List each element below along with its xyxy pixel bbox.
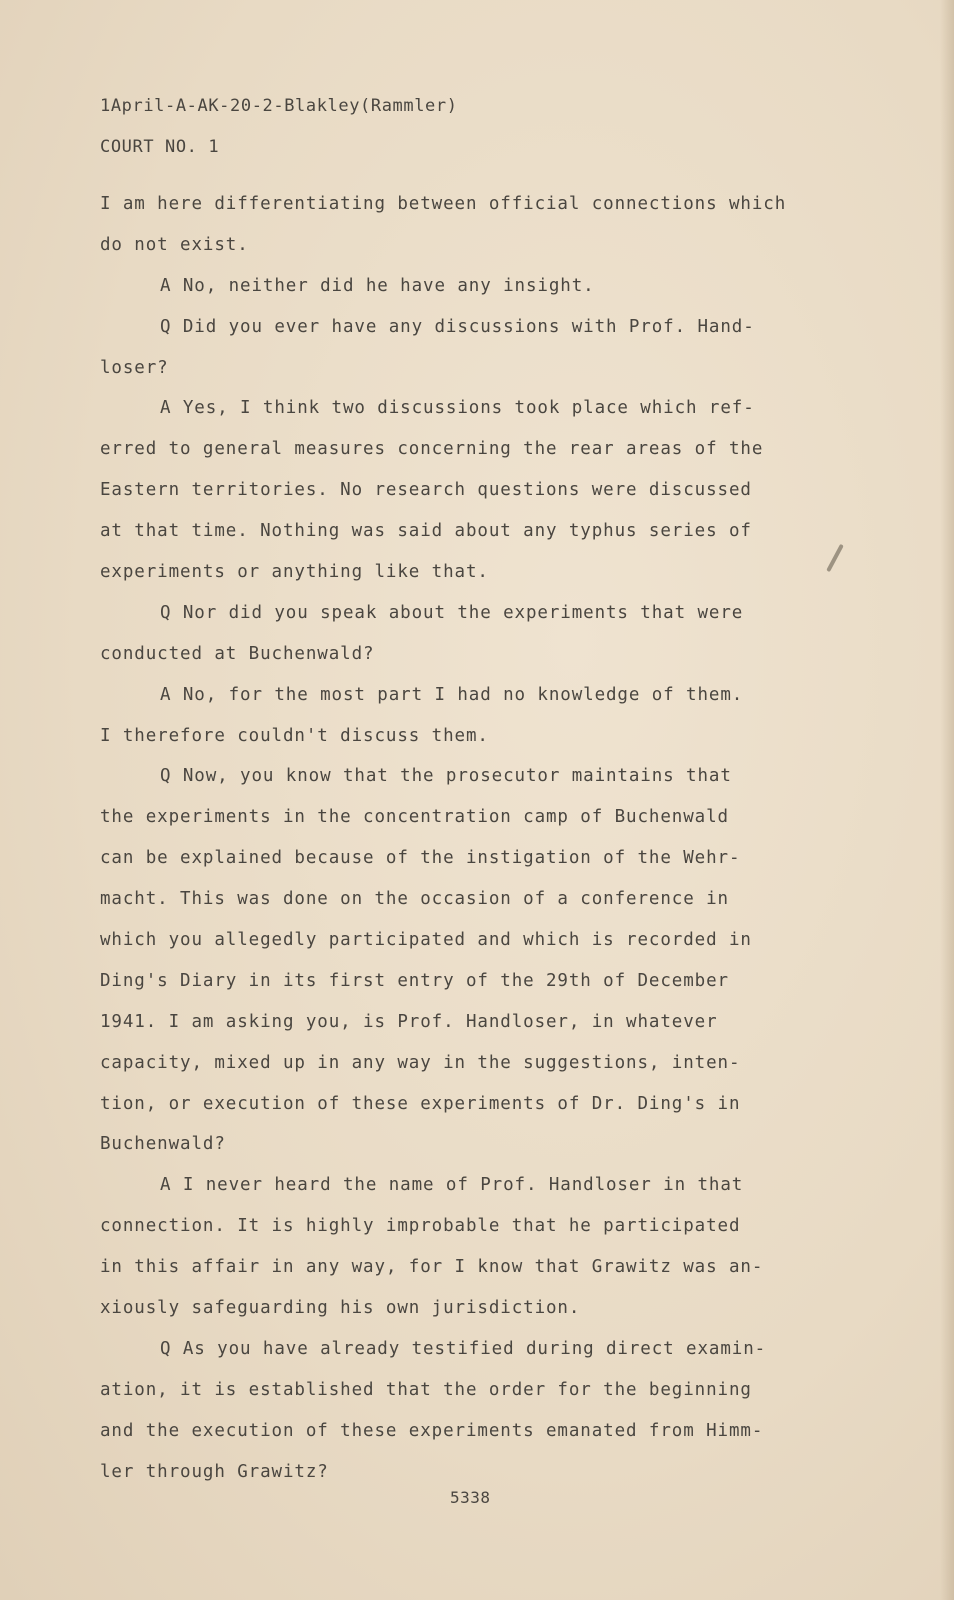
- text-line: Ding's Diary in its first entry of the 29th of December: [100, 970, 729, 991]
- question-line: Q Did you ever have any discussions with Prof. Hand-: [160, 316, 755, 337]
- text-line: tion, or execution of these experiments of Dr. Ding's in: [100, 1093, 741, 1114]
- text-line: I am here differentiating between official connections which: [100, 194, 787, 214]
- page-number: 5338: [450, 1488, 491, 1507]
- court-line: COURT NO. 1: [100, 137, 220, 157]
- text-line: loser?: [100, 357, 169, 378]
- answer-line: A I never heard the name of Prof. Handloser in that: [160, 1175, 744, 1196]
- text-line: 1941. I am asking you, is Prof. Handloser, in whatever: [100, 1011, 718, 1032]
- text-line: ler through Grawitz?: [100, 1461, 329, 1482]
- text-line: Buchenwald?: [100, 1134, 226, 1155]
- text-line: experiments or anything like that.: [100, 562, 489, 583]
- text-line: macht. This was done on the occasion of a conference in: [100, 889, 729, 910]
- text-line: do not exist.: [100, 234, 249, 255]
- text-line: Eastern territories. No research questions were discussed: [100, 480, 752, 501]
- answer-line: A No, neither did he have any insight.: [160, 275, 595, 296]
- text-line: can be explained because of the instigation of the Wehr-: [100, 848, 741, 869]
- text-line: and the execution of these experiments emanated from Himm-: [100, 1420, 764, 1441]
- answer-line: A No, for the most part I had no knowledge of them.: [160, 684, 744, 705]
- transcript-body: [100, 184, 840, 1493]
- text-line: I therefore couldn't discuss them.: [100, 725, 489, 746]
- text-line: ation, it is established that the order for the beginning: [100, 1379, 752, 1400]
- text-line: conducted at Buchenwald?: [100, 643, 375, 664]
- text-line: erred to general measures concerning the rear areas of the: [100, 439, 764, 460]
- question-line: Q Nor did you speak about the experiments that were: [160, 602, 744, 623]
- answer-line: A Yes, I think two discussions took place which ref-: [160, 398, 755, 419]
- text-line: in this affair in any way, for I know that Grawitz was an-: [100, 1257, 764, 1278]
- text-line: capacity, mixed up in any way in the suggestions, inten-: [100, 1052, 741, 1073]
- text-line: at that time. Nothing was said about any typhus series of: [100, 521, 752, 542]
- text-line: the experiments in the concentration camp of Buchenwald: [100, 807, 729, 828]
- question-line: Q Now, you know that the prosecutor maintains that: [160, 766, 732, 787]
- text-line: xiously safeguarding his own jurisdiction.: [100, 1298, 581, 1319]
- document-header: [100, 86, 458, 168]
- text-line: connection. It is highly improbable that he participated: [100, 1216, 741, 1237]
- question-line: Q As you have already testified during direct examin-: [160, 1338, 767, 1359]
- text-line: which you allegedly participated and which is recorded in: [100, 930, 752, 951]
- reference-line: 1April-A-AK-20-2-Blakley(Rammler): [100, 96, 458, 116]
